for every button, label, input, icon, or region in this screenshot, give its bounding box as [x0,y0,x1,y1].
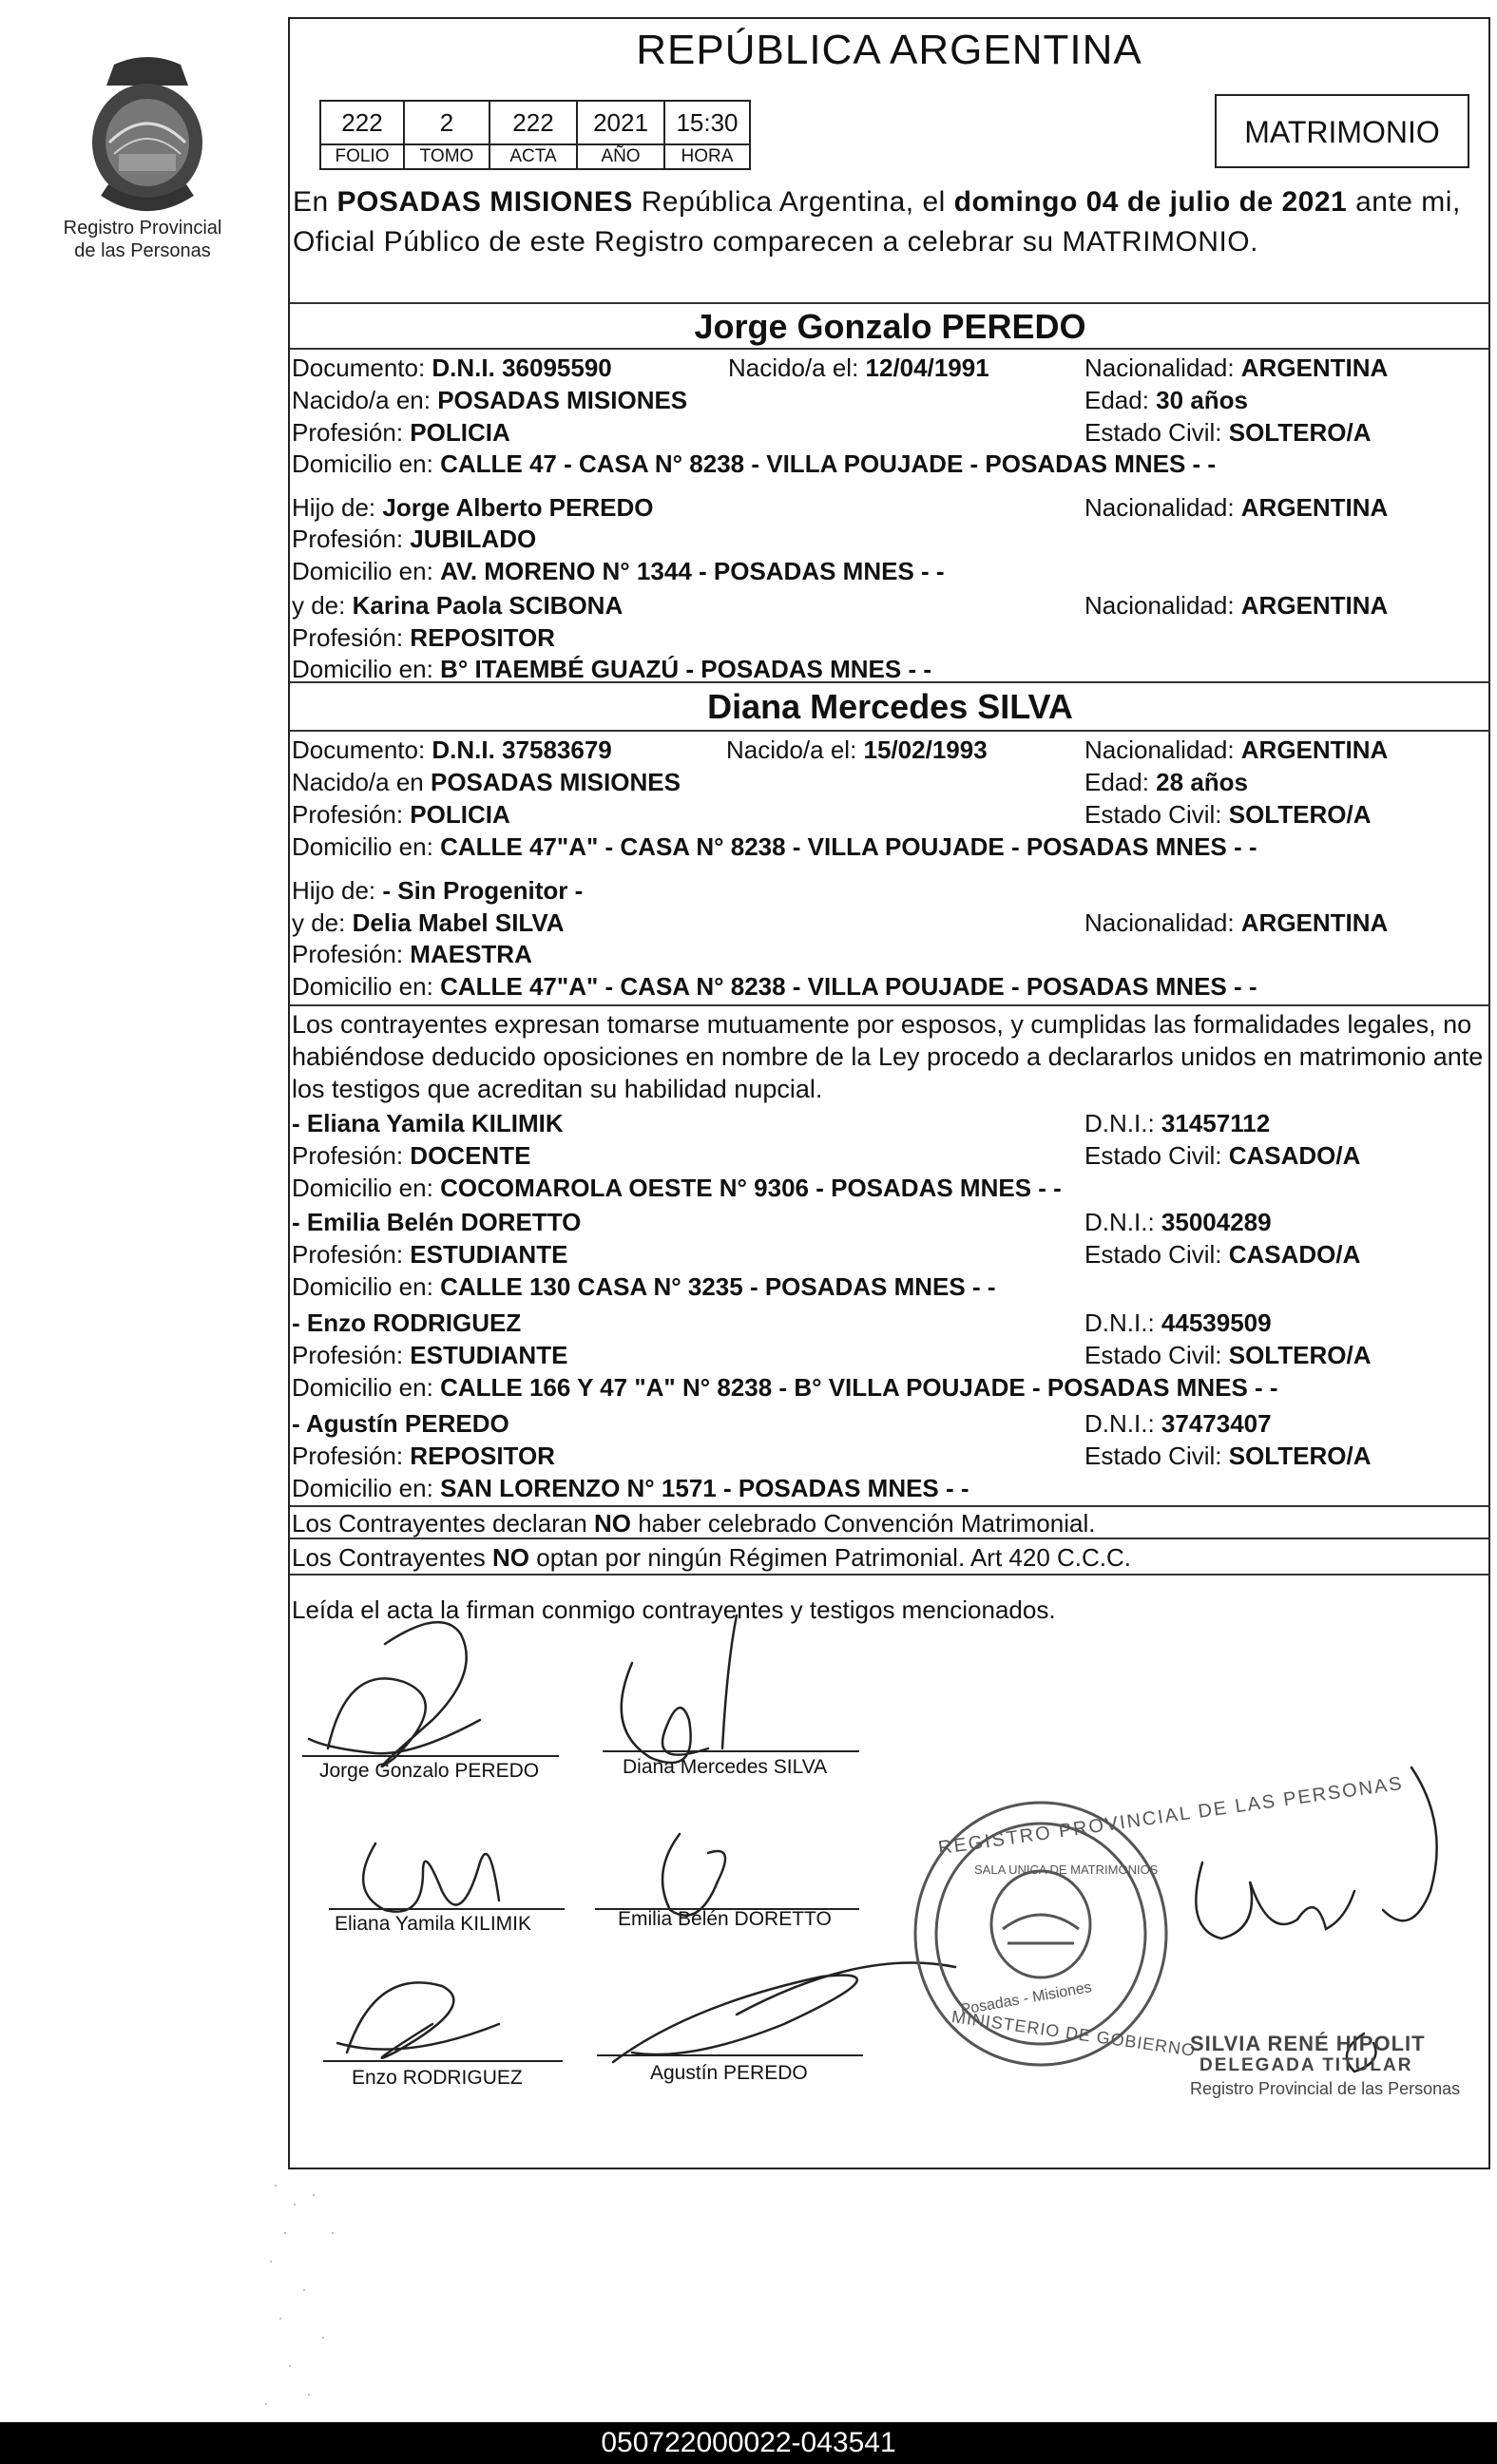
hora-label: HORA [664,144,750,169]
groom-father: Hijo de: Jorge Alberto PEREDO [292,493,654,522]
provincial-seal-logo [76,48,219,219]
bride-nationality: Nacionalidad: ARGENTINA [1084,735,1389,764]
witness-1-dni: D.N.I.: 31457112 [1084,1109,1271,1137]
groom-civil-status: Estado Civil: SOLTERO/A [1084,418,1372,447]
witness-4-address: Domicilio en: SAN LORENZO N° 1571 - POSADAS MNES - - [292,1474,969,1502]
tomo-value: 2 [404,101,489,144]
seal-bottom-text: MINISTERIO DE GOBIERNO [950,2007,1198,2060]
witness-4-dni: D.N.I.: 37473407 [1084,1409,1272,1438]
official-registry: Registro Provincial de las Personas [1190,2079,1461,2098]
seal-city-text: Posadas - Misiones [959,1979,1093,2019]
groom-profession: Profesión: POLICIA [292,418,510,447]
groom-mother-address: Domicilio en: B° ITAEMBÉ GUAZÚ - POSADAS MNES - - [292,655,931,683]
witness-3-dni: D.N.I.: 44539509 [1084,1308,1272,1337]
signature-name-groom: Jorge Gonzalo PEREDO [319,1760,540,1782]
anio-label: AÑO [577,144,664,169]
groom-father-nationality: Nacionalidad: ARGENTINA [1084,493,1389,522]
bride-address: Domicilio en: CALLE 47"A" - CASA N° 8238 - VILLA POUJADE - POSADAS MNES - - [292,832,1257,861]
acta-value: 222 [489,101,577,144]
groom-mother: y de: Karina Paola SCIBONA [292,591,624,620]
anio-value: 2021 [577,101,664,144]
groom-birthdate: Nacido/a el: 12/04/1991 [728,353,989,382]
official-role: DELEGADA TITULAR [1200,2055,1413,2075]
witness-4-name: - Agustín PEREDO [292,1409,509,1438]
bride-mother-nationality: Nacionalidad: ARGENTINA [1084,908,1389,937]
groom-birthplace: Nacido/a en: POSADAS MISIONES [292,386,688,414]
witness-3-civil-status: Estado Civil: SOLTERO/A [1084,1341,1372,1369]
declaration-line-2: habiéndose deducido oposiciones en nombre de la Ley procedo a declararlos unidos en matrimonio ante [292,1042,1484,1071]
closing-statement: Leída el acta la firman conmigo contrayentes y testigos mencionados. [292,1595,1056,1624]
witness-1-address: Domicilio en: COCOMAROLA OESTE N° 9306 - POSADAS MNES - - [292,1174,1062,1202]
logo-caption: Registro Provincial de las Personas [63,218,222,261]
groom-document: Documento: D.N.I. 36095590 [292,353,612,382]
witness-3-profession: Profesión: ESTUDIANTE [292,1341,568,1369]
divider [290,302,1490,304]
bride-father: Hijo de: - Sin Progenitor - [292,876,584,905]
witness-1-profession: Profesión: DOCENTE [292,1141,531,1170]
divider [290,1004,1490,1006]
bride-name: Diana Mercedes SILVA [707,687,1073,726]
signature-name-witness-2: Emilia Belén DORETTO [618,1908,832,1930]
groom-address: Domicilio en: CALLE 47 - CASA N° 8238 - VILLA POUJADE - POSADAS MNES - - [292,449,1217,478]
convention-statement: Los Contrayentes declaran NO haber celebrado Convención Matrimonial. [292,1509,1096,1538]
witness-3-name: - Enzo RODRIGUEZ [292,1308,522,1337]
bride-profession: Profesión: POLICIA [292,800,510,829]
groom-name: Jorge Gonzalo PEREDO [694,307,1086,346]
seal-inner-text: SALA UNICA DE MATRIMONIOS [974,1862,1159,1877]
declaration-line-1: Los contrayentes expresan tomarse mutuamente por esposos, y cumplidas las formalidades legales, no [292,1010,1472,1039]
groom-father-profession: Profesión: JUBILADO [292,525,537,553]
witness-3-address: Domicilio en: CALLE 166 Y 47 "A" N° 8238 - B° VILLA POUJADE - POSADAS MNES - - [292,1373,1278,1402]
intro-paragraph: En POSADAS MISIONES República Argentina, el domingo 04 de julio de 2021 ante mi, Oficial Público de este Registro comparecen a celebrar su MATRIMONIO. [293,186,1461,258]
groom-mother-nationality: Nacionalidad: ARGENTINA [1084,591,1389,620]
groom-nationality: Nacionalidad: ARGENTINA [1084,353,1389,382]
bride-mother-profession: Profesión: MAESTRA [292,940,532,968]
footer-code-bar [0,2422,1497,2464]
seal-ring-text: REGISTRO PROVINCIAL DE LAS PERSONAS [936,1772,1405,1860]
witness-1-name: - Eliana Yamila KILIMIK [292,1109,564,1137]
divider [290,1505,1490,1507]
divider [290,730,1490,732]
witness-4-civil-status: Estado Civil: SOLTERO/A [1084,1442,1372,1470]
groom-father-address: Domicilio en: AV. MORENO N° 1344 - POSADAS MNES - - [292,557,945,585]
bride-birthdate: Nacido/a el: 15/02/1993 [726,735,988,764]
signature-name-witness-3: Enzo RODRIGUEZ [352,2067,523,2089]
bride-mother-address: Domicilio en: CALLE 47"A" - CASA N° 8238 - VILLA POUJADE - POSADAS MNES - - [292,972,1257,1001]
hora-value: 15:30 [664,101,750,144]
groom-age: Edad: 30 años [1084,386,1248,414]
divider [290,348,1490,350]
witness-1-civil-status: Estado Civil: CASADO/A [1084,1141,1361,1170]
witness-2-dni: D.N.I.: 35004289 [1084,1208,1272,1236]
signature-name-bride: Diana Mercedes SILVA [623,1756,828,1778]
witness-2-profession: Profesión: ESTUDIANTE [292,1240,568,1269]
bride-mother: y de: Delia Mabel SILVA [292,908,565,937]
bride-civil-status: Estado Civil: SOLTERO/A [1084,800,1372,829]
witness-4-profession: Profesión: REPOSITOR [292,1442,555,1470]
footer-code: 050722000022-043541 [601,2427,896,2458]
act-type-box: MATRIMONIO [1215,94,1469,168]
witness-2-civil-status: Estado Civil: CASADO/A [1084,1240,1361,1269]
witness-2-address: Domicilio en: CALLE 130 CASA N° 3235 - POSADAS MNES - - [292,1272,996,1301]
signature-name-witness-1: Eliana Yamila KILIMIK [335,1913,531,1935]
folio-label: FOLIO [320,144,404,169]
bride-age: Edad: 28 años [1084,768,1248,796]
official-name: SILVIA RENÉ HIPOLIT [1190,2032,1426,2055]
divider [290,1574,1490,1576]
bride-birthplace: Nacido/a en POSADAS MISIONES [292,768,681,796]
folio-value: 222 [320,101,404,144]
regime-statement: Los Contrayentes NO optan por ningún Régimen Patrimonial. Art 420 C.C.C. [292,1543,1132,1572]
acta-label: ACTA [489,144,577,169]
scan-texture [257,2176,418,2414]
bride-document: Documento: D.N.I. 37583679 [292,735,612,764]
signature-name-witness-4: Agustín PEREDO [650,2062,808,2084]
document-title: REPÚBLICA ARGENTINA [636,27,1142,73]
registry-table [319,100,751,170]
witness-2-name: - Emilia Belén DORETTO [292,1208,582,1236]
declaration-line-3: los testigos que acreditan su habilidad nupcial. [292,1075,823,1103]
groom-mother-profession: Profesión: REPOSITOR [292,623,555,652]
tomo-label: TOMO [404,144,489,169]
